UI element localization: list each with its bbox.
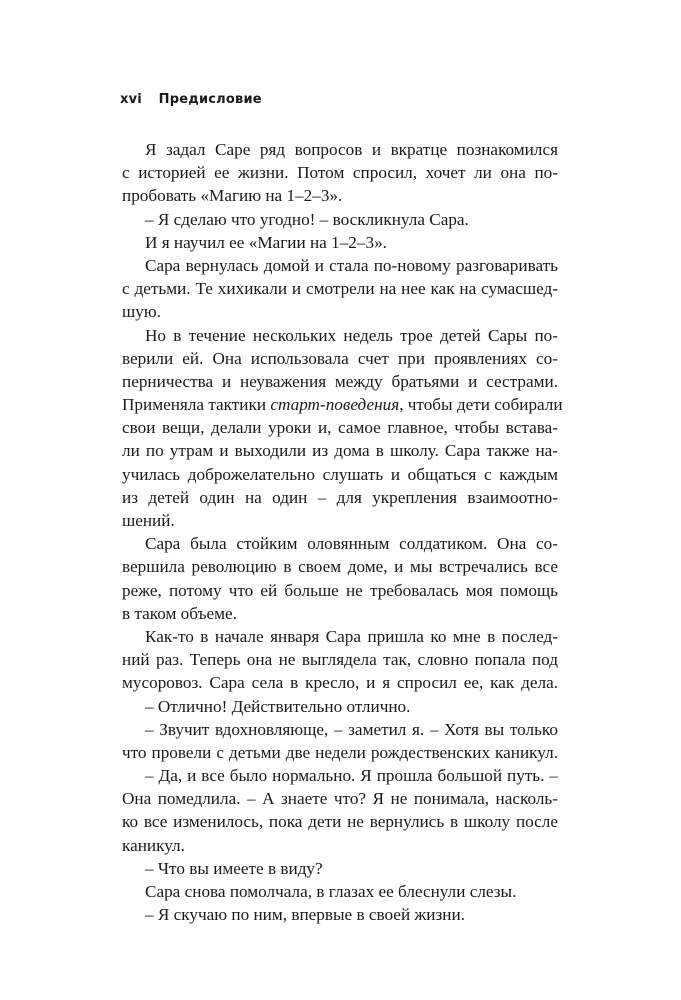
text-line: перничества и неуважения между братьями и сестрами. [122,371,558,391]
text-line: из детей один на один – для укрепления взаимоотно- [122,487,558,507]
text-line: Сара снова помолчала, в глазах ее блеснули слезы. [145,882,517,901]
text-line: шений. [122,511,175,530]
text-line: реже, потому что ей больше не требовалась моя помощь [122,580,558,600]
page-number: xvi [120,92,142,107]
text-line: верили ей. Она использовала счет при проявлениях со- [122,348,558,368]
text-line: ко все изменилось, пока дети не вернулись в школу после [122,812,558,832]
text-line: Применяла тактики старт-поведения, чтобы дети собирали [122,395,563,415]
running-head [120,92,262,107]
body-text [122,138,563,926]
text-line: свои вещи, делали уроки и, самое главное, чтобы встава- [122,418,558,438]
text-line: шую. [122,302,161,322]
text-line: – Звучит вдохновляюще, – заметил я. – Хотя вы только [145,719,558,739]
text-line: мусоровоз. Сара села в кресло, и я спросил ее, как дела. [122,673,558,693]
text-line: каникул. [122,835,185,855]
text-line: Но в течение нескольких недель трое детей Сары по- [145,325,558,345]
text-line: в таком объеме. [122,603,237,623]
text-line: ний раз. Теперь она не выглядела так, словно попала под [122,650,558,670]
text-line: Я задал Саре ряд вопросов и вкратце познакомился [145,140,558,159]
text-line: с историей ее жизни. Потом спросил, хочет ли она по- [122,163,558,183]
text-line: Сара вернулась домой и стала по-новому разговаривать [145,255,558,275]
text-line: с детьми. Те хихикали и смотрели на нее как на сумасшед- [122,279,558,299]
text-line: что провели с детьми две недели рождественских каникул. [122,742,558,762]
text-line: – Да, и все было нормально. Я прошла большой путь. – [145,766,558,786]
text-line: – Я сделаю что угодно! – воскликнула Сара. [145,209,469,229]
section-title: Предисловие [158,92,262,107]
text-line: ли по утрам и выходили из дома в школу. Сара также на- [122,441,558,461]
text-line: Сара была стойким оловянным солдатиком. Она со- [145,534,558,554]
text-line: Как-то в начале января Сара пришла ко мне в послед- [145,626,558,646]
text-line: – Что вы имеете в виду? [145,858,323,878]
text-line: И я научил ее «Магии на 1–2–3». [145,232,387,252]
text-line: – Отлично! Действительно отлично. [145,696,411,716]
text-line: Она помедлила. – А знаете что? Я не понимала, насколь- [122,789,558,809]
text-line: пробовать «Магию на 1–2–3». [122,186,343,206]
text-line: – Я скучаю по ним, впервые в своей жизни. [145,905,465,925]
text-line: вершила революцию в своем доме, и мы встречались все [122,557,558,577]
text-line: училась доброжелательно слушать и общаться с каждым [122,464,558,484]
